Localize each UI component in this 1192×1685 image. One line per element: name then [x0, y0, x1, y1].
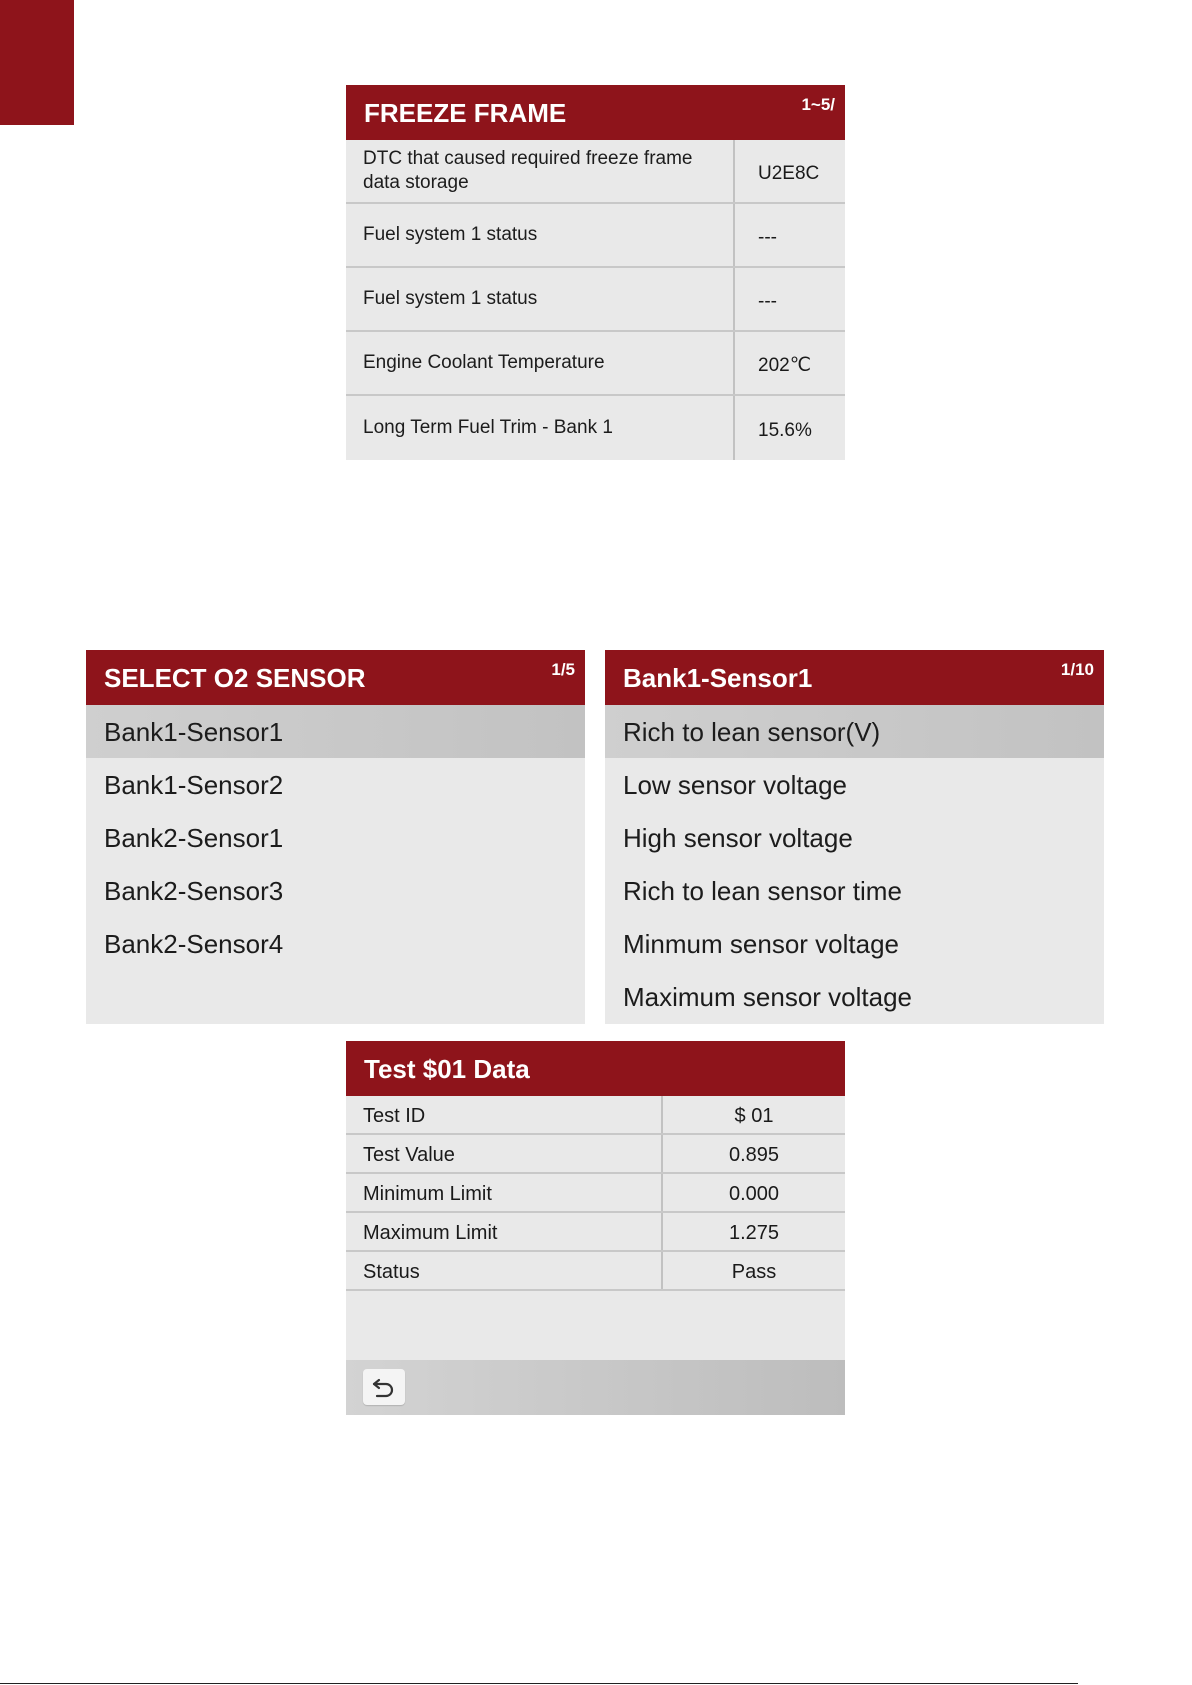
table-row: [346, 1096, 845, 1135]
row-label: Engine Coolant Temperature: [363, 352, 605, 373]
column-divider: [733, 268, 735, 330]
select-o2-sensor-panel: [86, 650, 585, 1024]
page-counter: 1~5/: [801, 95, 835, 114]
row-value: U2E8C: [758, 163, 820, 184]
select-o2-header: [86, 650, 585, 705]
column-divider: [733, 140, 735, 202]
page-counter: 1/5: [551, 660, 575, 679]
table-row: [346, 332, 845, 396]
corner-tab: [0, 0, 74, 125]
list-item-rich-to-lean-sensor[interactable]: Rich to lean sensor(V): [605, 705, 1104, 758]
table-row: [346, 1213, 845, 1252]
list-item-bank1-sensor2[interactable]: Bank1-Sensor2: [104, 769, 284, 800]
row-value: ---: [758, 291, 777, 312]
table-row: [346, 1252, 845, 1291]
row-value: ---: [758, 227, 777, 248]
list-item-bank2-sensor1[interactable]: Bank2-Sensor1: [104, 822, 284, 853]
list-item-high-sensor-voltage[interactable]: High sensor voltage: [623, 822, 853, 853]
list-item-bank1-sensor1[interactable]: Bank1-Sensor1: [86, 705, 585, 758]
bank-sensor-panel: [605, 650, 1104, 1024]
panel-title: SELECT O2 SENSOR: [104, 663, 366, 693]
panel-title: Bank1-Sensor1: [623, 663, 813, 693]
list-item-rich-to-lean-sensor-time[interactable]: Rich to lean sensor time: [623, 875, 902, 906]
row-label: Fuel system 1 status: [363, 288, 538, 309]
table-row: [346, 140, 845, 204]
table-row: [346, 1174, 845, 1213]
row-label: Minimum Limit: [363, 1182, 492, 1205]
bottom-toolbar: [346, 1360, 845, 1415]
page-counter: 1/10: [1060, 660, 1094, 679]
row-label: Status: [363, 1260, 420, 1283]
list-item-bank2-sensor4[interactable]: Bank2-Sensor4: [104, 928, 284, 959]
row-label: Maximum Limit: [363, 1221, 498, 1244]
row-label: Test Value: [363, 1143, 455, 1166]
freeze-frame-header: [346, 85, 845, 140]
back-button[interactable]: [363, 1369, 405, 1405]
test-data-header: [346, 1041, 845, 1096]
row-value: 15.6%: [758, 420, 812, 441]
row-value: 1.275: [728, 1221, 780, 1244]
test-data-panel: [346, 1041, 845, 1415]
row-label: Long Term Fuel Trim - Bank 1: [363, 417, 613, 438]
back-arrow-icon: [371, 1376, 397, 1398]
list-item-maximum-sensor-voltage[interactable]: Maximum sensor voltage: [623, 981, 912, 1012]
page-footer-rule: [0, 1683, 1078, 1684]
table-row: [346, 268, 845, 332]
freeze-frame-panel: [346, 85, 845, 459]
list-item-bank2-sensor3[interactable]: Bank2-Sensor3: [104, 875, 284, 906]
list-item-minimum-sensor-voltage[interactable]: Minmum sensor voltage: [623, 928, 899, 959]
row-value: 202℃: [758, 355, 812, 376]
row-label: DTC that caused required freeze frame data storage: [363, 148, 693, 193]
column-divider: [733, 204, 735, 266]
table-row: [346, 1135, 845, 1174]
panel-title: FREEZE FRAME: [364, 98, 567, 128]
row-value: 0.000: [728, 1182, 780, 1205]
row-label: Fuel system 1 status: [363, 224, 538, 245]
table-row: [346, 396, 845, 460]
panel-title: Test $01 Data: [364, 1054, 530, 1084]
row-value: $ 01: [734, 1104, 774, 1127]
table-row: [346, 204, 845, 268]
column-divider: [733, 332, 735, 394]
column-divider: [733, 396, 735, 460]
row-value: 0.895: [728, 1143, 780, 1166]
list-item-low-sensor-voltage[interactable]: Low sensor voltage: [623, 769, 848, 800]
bank-sensor-header: [605, 650, 1104, 705]
row-label: Test ID: [363, 1104, 426, 1127]
row-value: Pass: [731, 1260, 777, 1283]
